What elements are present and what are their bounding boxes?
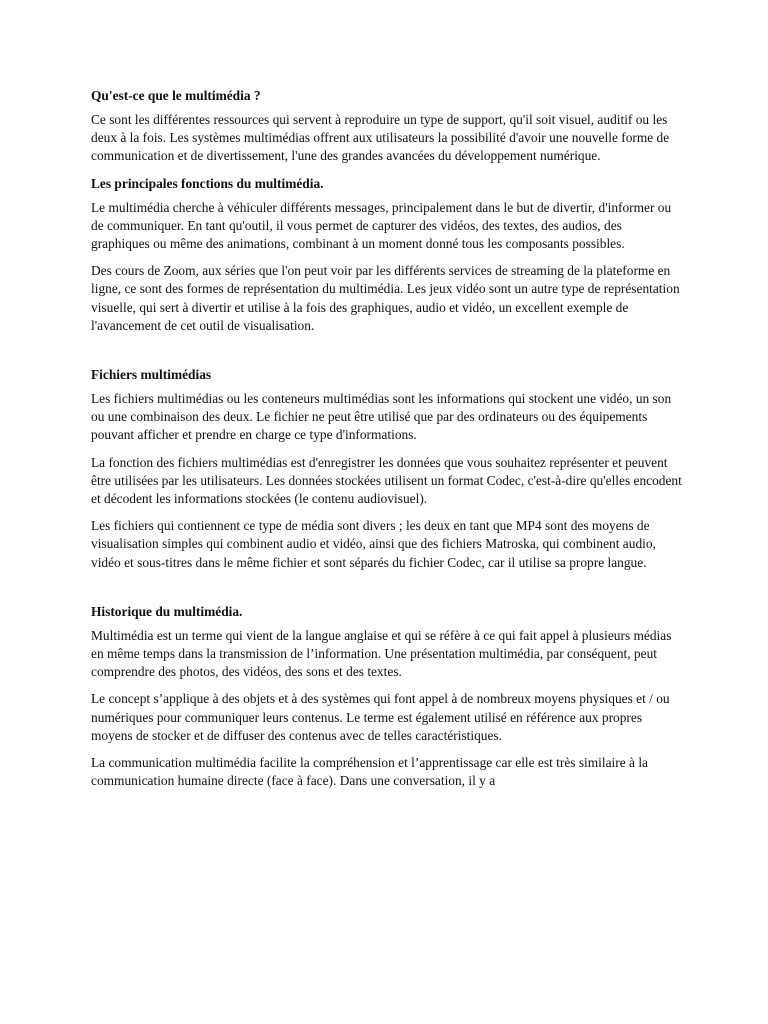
section-spacer (91, 581, 683, 603)
section-heading-main-functions: Les principales fonctions du multimédia. (91, 175, 324, 191)
document-page (91, 87, 683, 799)
paragraph: Ce sont les différentes ressources qui servent à reproduire un type de support, qu'il soit visuel, auditif ou les deux à la fois. Les systèmes multimédias offrent aux utilisateurs la possibilité d'avoir une nouvelle forme de communication et de divertissement, l'une des grandes avancées du développement numérique. (91, 112, 670, 164)
section-heading-multimedia-files: Fichiers multimédias (91, 367, 212, 383)
section-heading-what-is-multimedia: Qu'est-ce que le multimédia ? (91, 88, 261, 103)
paragraph: Multimédia est un terme qui vient de la langue anglaise et qui se réfère à ce qui fait appel à plusieurs médias en même temps dans la transmission de l’information. Une présentation multimédia, par conséquent, peut comprendre des photos, des vidéos, des sons et des textes. (91, 627, 672, 680)
paragraph: Les fichiers multimédias ou les conteneurs multimédias sont les informations qui stockent une vidéo, un son ou une combinaison des deux. Le fichier ne peut être utilisé que par des ordinateurs ou des équipements pouvant afficher et prendre en charge ce type d'informations. (91, 391, 672, 443)
paragraph: Le concept s’applique à des objets et à des systèmes qui font appel à de nombreux moyens physiques et / ou numériques pour communiquer leurs contenus. Le terme est également utilisé en référence aux propres moyens de stocker et de diffuser des contenus avec de telles caractéristiques. (91, 691, 670, 743)
paragraph: La fonction des fichiers multimédias est d'enregistrer les données que vous souhaitez représenter et peuvent être utilisées par les utilisateurs. Les données stockées utilisent un format Codec, c'est-à-dire qu'elles encodent et décodent les informations stockées (le contenu audiovisuel). (91, 454, 682, 507)
section-spacer (91, 344, 683, 366)
paragraph: La communication multimédia facilite la compréhension et l’apprentissage car elle est très similaire à la communication humaine directe (face à face). Dans une conversation, il y a (91, 755, 648, 789)
section-heading-history: Historique du multimédia. (91, 603, 243, 619)
paragraph: Le multimédia cherche à véhiculer différents messages, principalement dans le but de divertir, d'informer ou de communiquer. En tant qu'outil, il vous permet de capturer des vidéos, des textes, des audios, des graphiques ou même des animations, combinant à un moment donné tous les composants possibles. (91, 199, 672, 252)
paragraph: Les fichiers qui contiennent ce type de média sont divers ; les deux en tant que MP4 sont des moyens de visualisation simples qui combinent audio et vidéo, ainsi que des fichiers Matroska, qui combinent audio, vidéo et sous-titres dans le même fichier et sont séparés du fichier Codec, car il utilise sa propre langue. (91, 518, 656, 570)
paragraph: Des cours de Zoom, aux séries que l'on peut voir par les différents services de streaming de la plateforme en ligne, ce sont des formes de représentation du multimédia. Les jeux vidéo sont un autre type de représentation visuelle, qui sert à divertir et utilise à la fois des graphiques, audio et vidéo, un excellent exemple de l'avancement de cet outil de visualisation. (91, 263, 680, 333)
